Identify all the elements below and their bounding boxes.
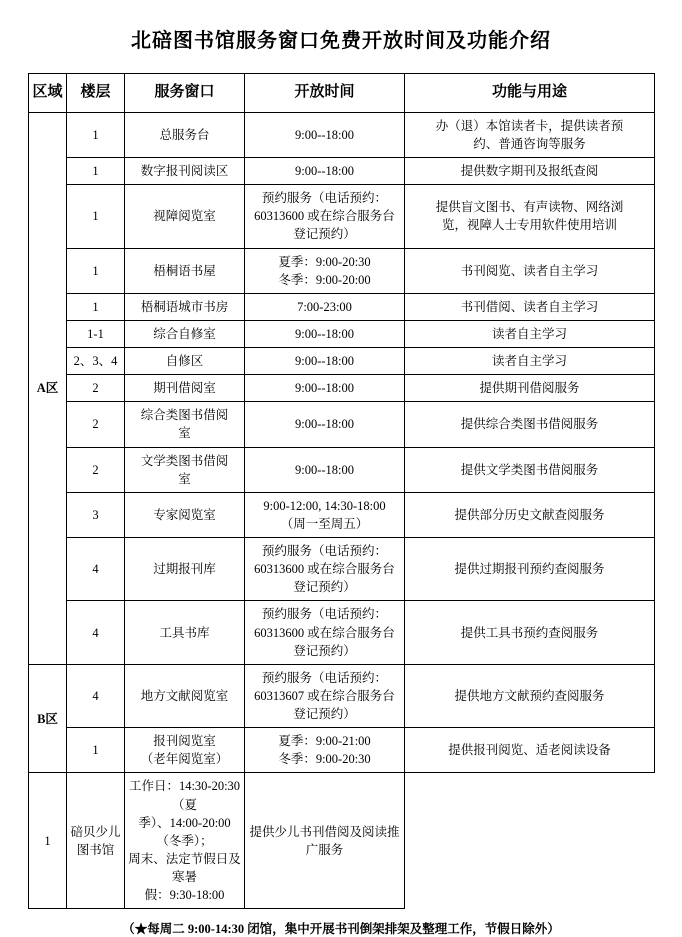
opening-hours-cell-line: 预约服务（电话预约： (261, 607, 387, 622)
opening-hours-cell-line: 登记预约） (293, 580, 356, 595)
table-row (29, 185, 655, 248)
function-cell-line: 提供工具书预约查阅服务 (460, 625, 599, 640)
opening-hours-cell-line: 周末、法定节假日及寒暑 (128, 851, 241, 884)
function-cell-line: 读者自主学习 (491, 354, 567, 368)
table-row (29, 375, 655, 402)
opening-hours-cell (245, 248, 405, 293)
function-cell (405, 158, 655, 185)
opening-hours-cell-line: 预约服务（电话预约： (261, 544, 387, 558)
function-cell (405, 320, 655, 347)
service-window-cell (125, 375, 245, 402)
service-window-cell (125, 447, 245, 492)
opening-hours-cell (245, 492, 405, 537)
service-window-cell-line: 地方文献阅览室 (140, 688, 229, 703)
service-window-cell-line: 文学类图书借阅 (140, 453, 229, 468)
service-window-cell-line: 视障阅览室 (153, 209, 216, 224)
opening-hours-cell (245, 538, 405, 601)
service-window-cell (125, 348, 245, 375)
zone-cell: B区 (29, 664, 67, 773)
column-header-hours: 开放时间 (245, 74, 405, 113)
floor-cell: 3 (67, 492, 125, 537)
table-row (29, 492, 655, 537)
zone-cell: A区 (29, 112, 67, 664)
table-row (29, 248, 655, 293)
service-window-cell-line: 专家阅览室 (153, 507, 216, 522)
floor-cell: 1 (67, 248, 125, 293)
function-cell (405, 375, 655, 402)
floor-cell: 1 (67, 728, 125, 773)
service-window-cell-line: 综合自修室 (153, 326, 216, 341)
service-window-cell-line: （老年阅览室） (140, 752, 229, 767)
floor-cell: 1 (67, 112, 125, 157)
function-cell-line: 提供过期报刊预约查阅服务 (454, 562, 605, 577)
table-row (29, 112, 655, 157)
service-window-cell-line: 过期报刊库 (153, 562, 216, 577)
table-row (29, 293, 655, 320)
opening-hours-cell-line: 9:00--18:00 (294, 326, 355, 341)
function-cell-line: 提供综合类图书借阅服务 (460, 417, 599, 432)
opening-hours-cell-line: 登记预约） (293, 707, 356, 721)
service-window-cell-line: 期刊借阅室 (153, 381, 216, 396)
function-cell (405, 348, 655, 375)
function-cell-line: 书刊阅览、读者自主学习 (460, 263, 599, 278)
opening-hours-cell-line: 9:00--18:00 (294, 381, 355, 396)
service-window-cell-line: 总服务台 (159, 127, 210, 142)
table-row (29, 773, 655, 909)
opening-hours-cell (245, 601, 405, 664)
floor-cell: 4 (67, 538, 125, 601)
opening-hours-cell (245, 185, 405, 248)
opening-hours-cell-line: 60313600 或在综合服务台 (254, 625, 395, 640)
opening-hours-cell-line: 登记预约） (293, 227, 356, 242)
opening-hours-cell-line: 预约服务（电话预约： (261, 670, 387, 685)
function-cell-line: 提供数字期刊及报纸查阅 (460, 164, 599, 178)
floor-cell: 1 (67, 158, 125, 185)
function-cell-line: 提供少儿书刊借阅及阅读推广服务 (249, 824, 400, 857)
function-cell (405, 728, 655, 773)
opening-hours-cell-line: 夏季：9:00-21:00 (278, 734, 371, 749)
function-cell (405, 664, 655, 727)
floor-cell: 4 (67, 664, 125, 727)
footnote: （★每周二 9:00-14:30 闭馆，集中开展书刊倒架排架及整理工作，节假日除外） (122, 922, 560, 937)
opening-hours-cell (245, 112, 405, 157)
table-header (29, 74, 655, 113)
function-cell-line: 提供报刊阅览、适老阅读设备 (448, 743, 611, 758)
table-row (29, 664, 655, 727)
opening-hours-cell (245, 664, 405, 727)
floor-cell: 1 (67, 185, 125, 248)
opening-hours-cell-line: （周一至周五） (280, 516, 369, 531)
opening-hours-cell-line: 登记预约） (293, 643, 356, 658)
service-window-cell (125, 185, 245, 248)
opening-hours-cell-line: 季）、14:00-20:00（冬季）； (138, 815, 231, 848)
page-title: 北碚图书馆服务窗口免费开放时间及功能介绍 (131, 30, 551, 52)
opening-hours-cell-line: 60313600 或在综合服务台 (254, 209, 395, 224)
table-row (29, 348, 655, 375)
service-window-cell (125, 538, 245, 601)
table-row (29, 538, 655, 601)
service-window-cell-line: 自修区 (165, 354, 204, 368)
service-window-cell (67, 773, 125, 909)
opening-hours-cell (245, 293, 405, 320)
floor-cell: 2 (67, 375, 125, 402)
opening-hours-cell (245, 728, 405, 773)
opening-hours-cell-line: 9:00--18:00 (294, 462, 355, 477)
function-cell-line: 办（退）本馆读者卡，提供读者预 (435, 118, 624, 133)
opening-hours-cell (245, 447, 405, 492)
function-cell (405, 112, 655, 157)
floor-cell: 4 (67, 601, 125, 664)
function-cell (405, 447, 655, 492)
opening-hours-cell (245, 348, 405, 375)
service-window-cell (125, 158, 245, 185)
column-header-floor: 楼层 (67, 74, 125, 113)
column-header-function: 功能与用途 (405, 74, 655, 113)
function-cell (405, 185, 655, 248)
floor-cell: 2 (67, 447, 125, 492)
service-window-cell (125, 248, 245, 293)
table-row (29, 158, 655, 185)
service-window-cell-line: 室 (178, 471, 191, 486)
opening-hours-cell-line: 夏季：9:00-20:30 (278, 254, 371, 269)
service-window-cell-line: 梧桐语城市书房 (140, 299, 229, 314)
function-cell (405, 538, 655, 601)
service-window-cell (125, 601, 245, 664)
floor-cell: 2、3、4 (67, 348, 125, 375)
opening-hours-cell (245, 158, 405, 185)
service-window-cell-line: 报刊阅览室 (153, 734, 216, 749)
function-cell-line: 提供文学类图书借阅服务 (460, 462, 599, 477)
opening-hours-cell-line: 9:00--18:00 (294, 127, 355, 142)
service-window-cell-line: 工具书库 (159, 625, 210, 640)
opening-hours-cell (245, 320, 405, 347)
function-cell-line: 书刊借阅、读者自主学习 (460, 299, 599, 314)
table-row (29, 320, 655, 347)
opening-hours-cell (245, 402, 405, 447)
opening-hours-cell (245, 375, 405, 402)
opening-hours-cell-line: 9:00--18:00 (294, 164, 355, 178)
opening-hours-cell-line: 冬季：9:00-20:00 (278, 272, 371, 287)
function-cell (405, 492, 655, 537)
opening-hours-cell-line: 9:00--18:00 (294, 354, 355, 368)
function-cell (245, 773, 405, 909)
function-cell (405, 293, 655, 320)
function-cell-line: 提供盲文图书、有声读物、网络浏 (435, 200, 624, 215)
function-cell-line: 提供地方文献预约查阅服务 (454, 688, 605, 703)
floor-cell: 1 (67, 293, 125, 320)
function-cell-line: 约、普通咨询等服务 (473, 136, 586, 151)
service-window-cell-line: 室 (178, 426, 191, 441)
service-window-cell-line: 梧桐语书屋 (153, 263, 216, 278)
service-window-cell (125, 492, 245, 537)
floor-cell: 2 (67, 402, 125, 447)
opening-hours-cell-line: 60313600 或在综合服务台 (254, 562, 395, 577)
function-cell (405, 402, 655, 447)
service-window-cell (125, 728, 245, 773)
service-window-cell (125, 402, 245, 447)
opening-hours-cell-line: 9:00--18:00 (294, 417, 355, 432)
opening-hours-cell-line: 预约服务（电话预约： (261, 191, 387, 206)
function-cell-line: 览，视障人士专用软件使用培训 (441, 218, 617, 233)
opening-hours-cell-line: 60313607 或在综合服务台 (254, 688, 395, 703)
opening-hours-cell-line: 假：9:30-18:00 (144, 888, 225, 903)
table-row (29, 728, 655, 773)
service-window-cell-line: 综合类图书借阅 (140, 408, 229, 423)
column-header-window: 服务窗口 (125, 74, 245, 113)
service-window-cell (125, 112, 245, 157)
service-window-cell (125, 293, 245, 320)
table-row (29, 601, 655, 664)
table-body (29, 112, 655, 909)
service-window-cell-line: 碚贝少儿图书馆 (70, 824, 121, 857)
opening-hours-cell-line: 工作日：14:30-20:30（夏 (128, 779, 241, 812)
function-cell-line: 读者自主学习 (491, 326, 567, 341)
column-header-zone: 区域 (29, 74, 67, 113)
service-window-cell (125, 320, 245, 347)
opening-hours-cell (125, 773, 245, 909)
opening-hours-cell-line: 7:00-23:00 (297, 299, 352, 314)
table-header-row (29, 74, 655, 113)
function-cell (405, 601, 655, 664)
table-row (29, 447, 655, 492)
opening-hours-cell-line: 冬季：9:00-20:30 (278, 752, 371, 767)
service-window-cell-line: 数字报刊阅读区 (140, 164, 229, 178)
floor-cell: 1-1 (67, 320, 125, 347)
service-window-cell (125, 664, 245, 727)
function-cell-line: 提供期刊借阅服务 (479, 381, 580, 396)
floor-cell: 1 (29, 773, 67, 909)
opening-hours-cell-line: 9:00-12:00, 14:30-18:00 (263, 498, 386, 513)
function-cell (405, 248, 655, 293)
opening-hours-table (28, 73, 655, 909)
table-row (29, 402, 655, 447)
function-cell-line: 提供部分历史文献查阅服务 (454, 507, 605, 522)
